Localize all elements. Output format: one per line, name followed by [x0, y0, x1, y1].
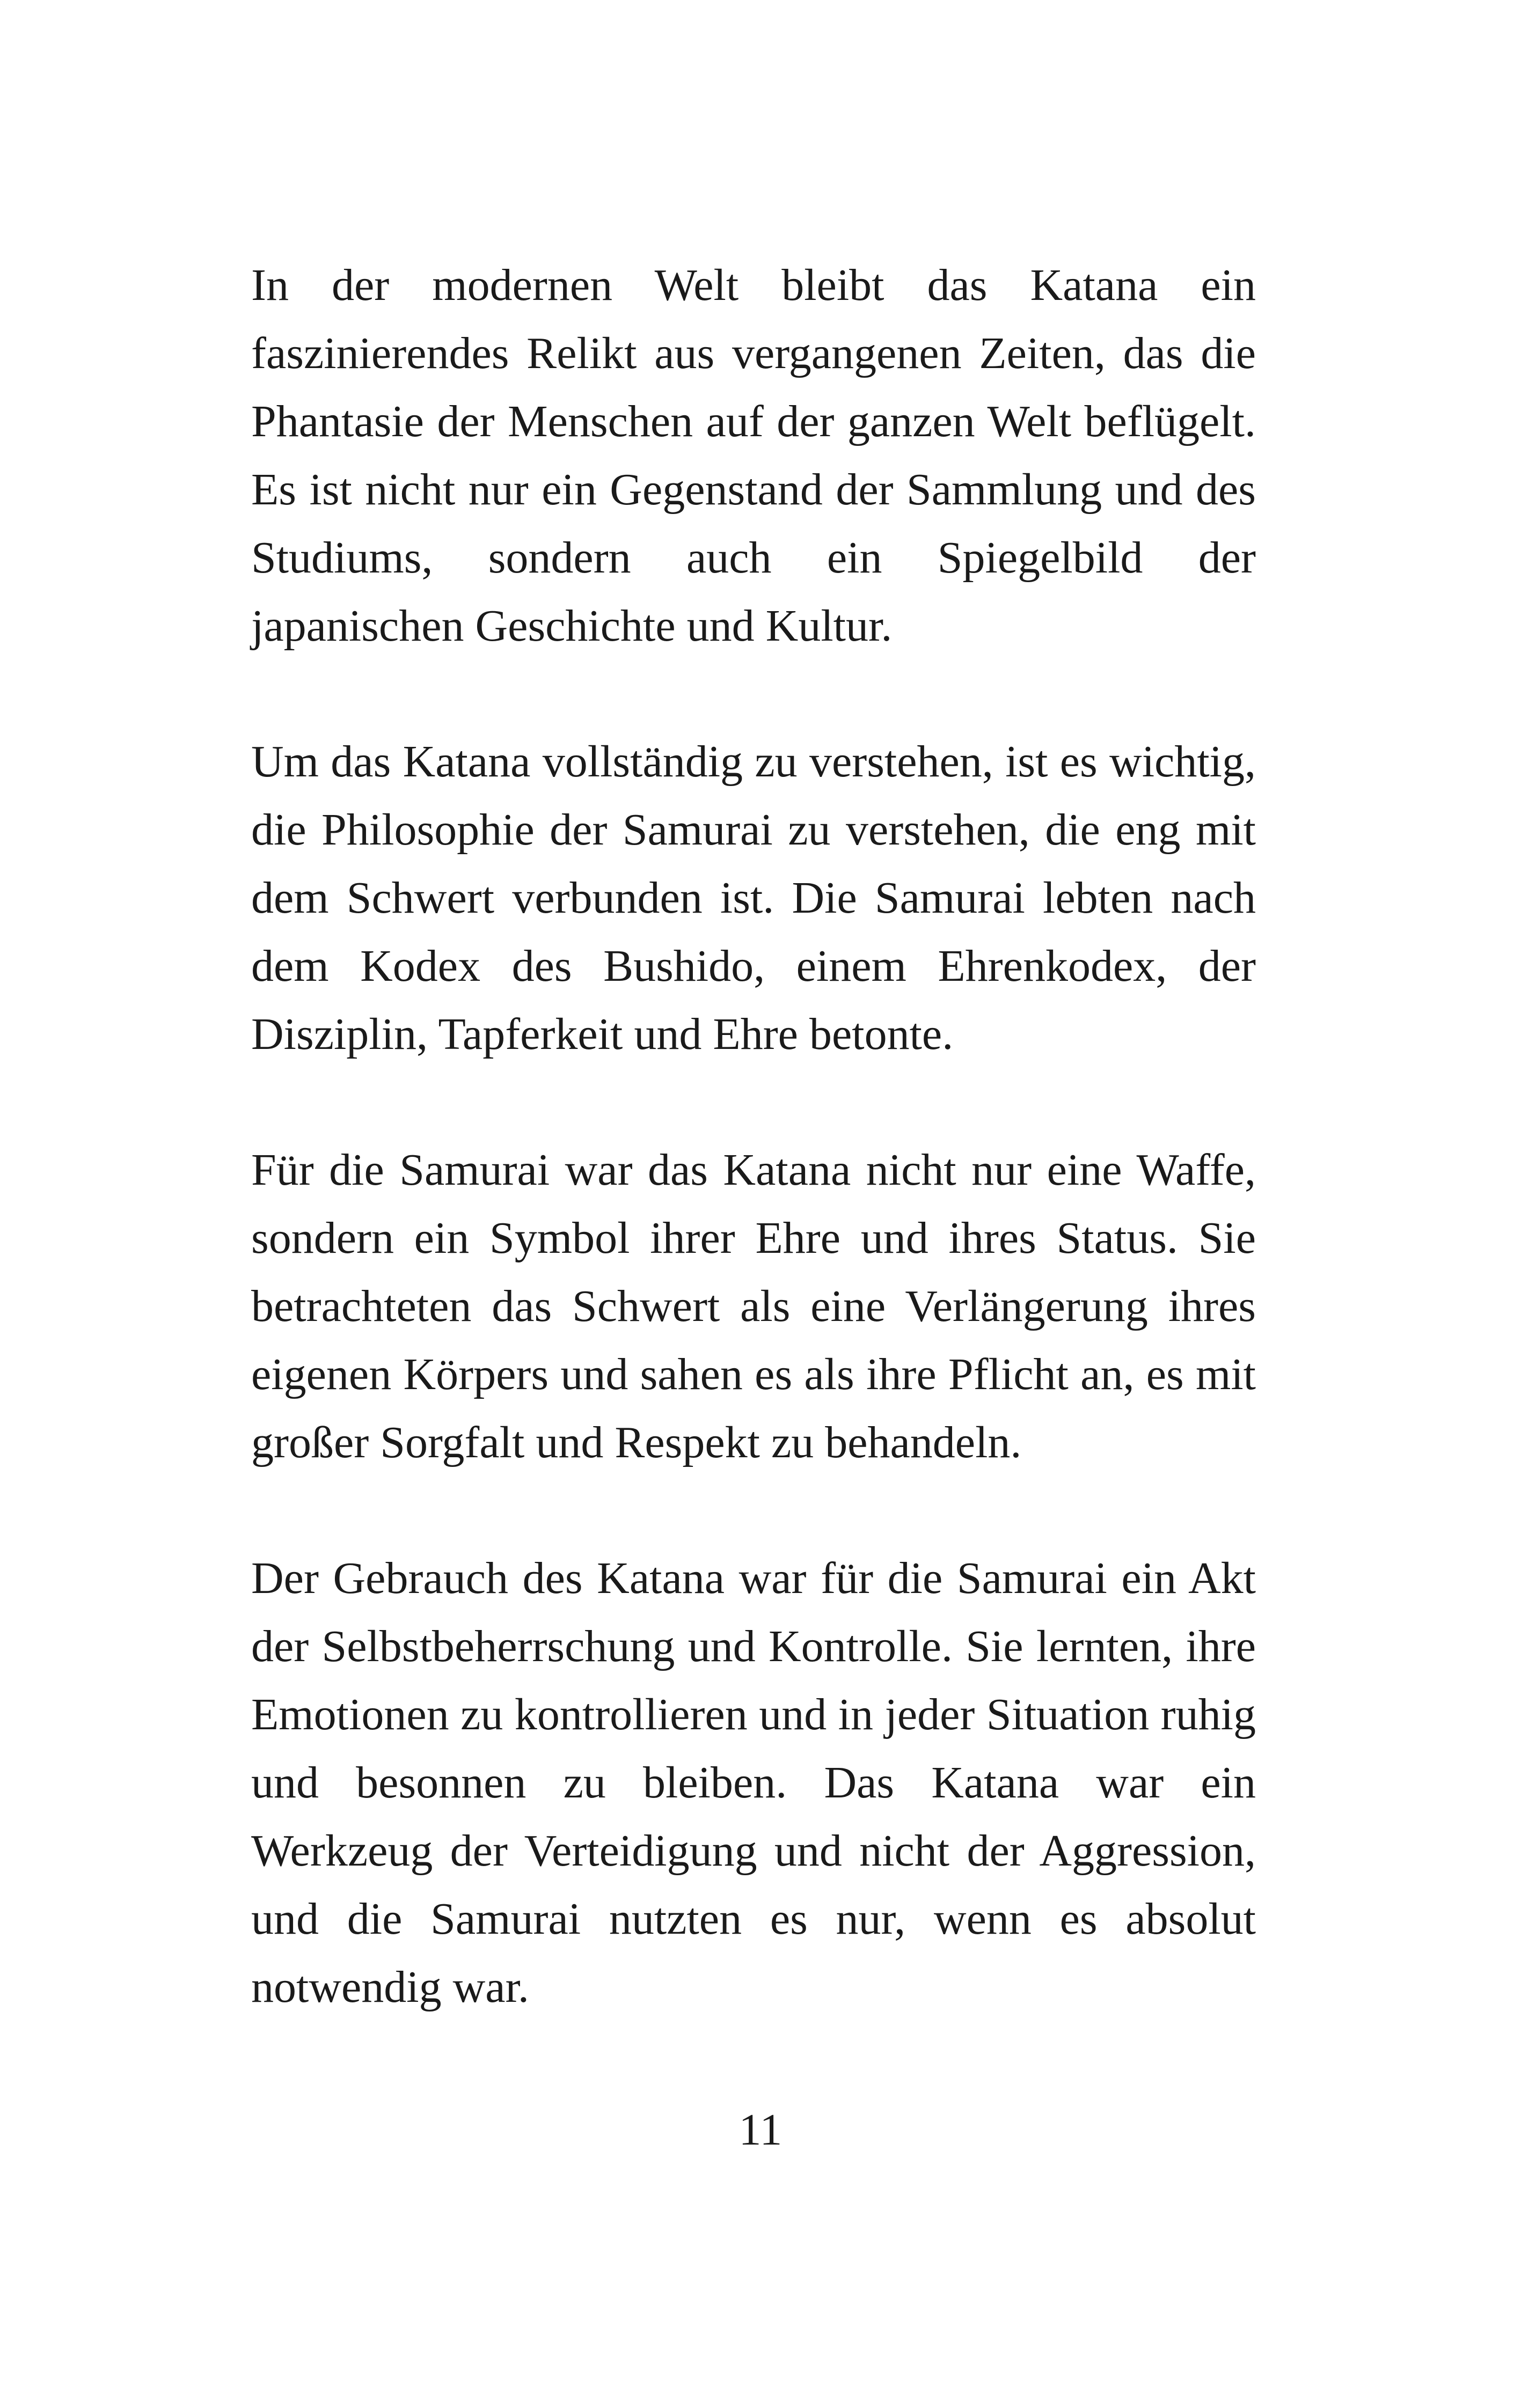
paragraph-2: Um das Katana vollständig zu verstehen, ist es wichtig, die Philosophie der Samurai zu verstehen, die eng mit dem Schwert verbunden ist. Die Samurai lebten nach dem Kodex des Bushido, einem Ehrenkodex, der Disziplin, Tapferkeit und Ehre betonte.: [251, 737, 1256, 1059]
paragraph-3: Für die Samurai war das Katana nicht nur eine Waffe, sondern ein Symbol ihrer Ehre und ihres Status. Sie betrachteten das Schwert als eine Verlängerung ihres eigenen Körpers und sahen es als ihre Pflicht an, es mit großer Sorgfalt und Respekt zu behandeln.: [251, 1145, 1256, 1467]
paragraph-4: Der Gebrauch des Katana war für die Samurai ein Akt der Selbstbeherrschung und Kontrolle. Sie lernten, ihre Emotionen zu kontrollieren und in jeder Situation ruhig und besonnen zu bleiben. Das Katana war ein Werkzeug der Verteidigung und nicht der Aggression, und die Samurai nutzten es nur, wenn es absolut notwendig war.: [251, 1553, 1256, 2012]
body-text: [251, 251, 1256, 2021]
page-number: 11: [738, 2105, 783, 2155]
paragraph-1: In der modernen Welt bleibt das Katana ein faszinierendes Relikt aus vergangenen Zeiten, das die Phantasie der Menschen auf der ganzen Welt beflügelt. Es ist nicht nur ein Gegenstand der Sammlung und des Studiums, sondern auch ein Spiegelbild der japanischen Geschichte und Kultur.: [251, 260, 1256, 651]
